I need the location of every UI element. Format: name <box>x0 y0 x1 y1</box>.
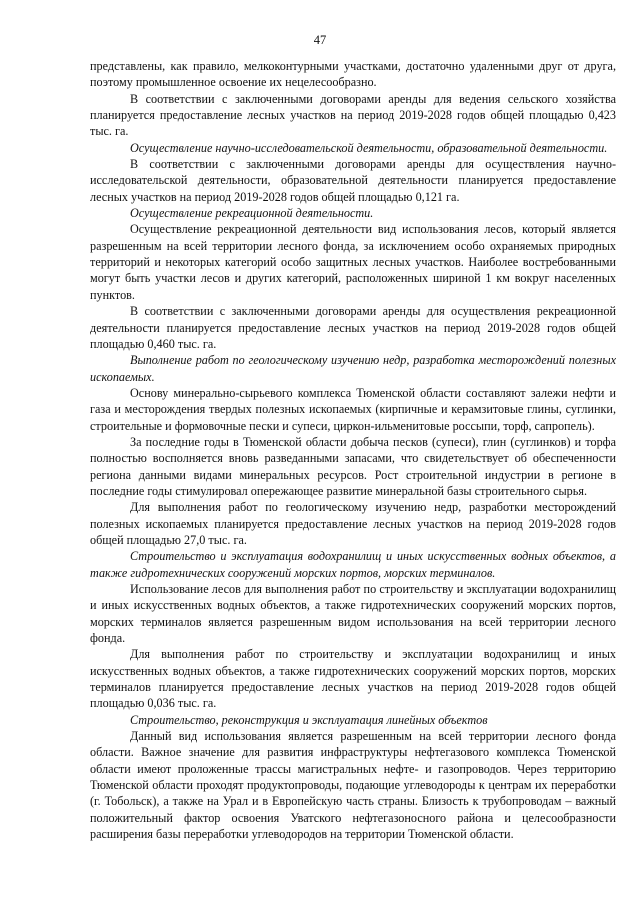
paragraph: Основу минерально-сырьевого комплекса Тюменской области составляют залежи нефти и газа и месторождения твердых полезных ископаемых (кирпичные и керамзитовые глины, суглинки, строительные и формовочные пески и супеси, циркон-ильменитовые россыпи, торф, сапропель). <box>90 385 616 433</box>
section-heading: Осуществление научно-исследовательской деятельности, образовательной деятельности. <box>130 140 608 155</box>
paragraph: В соответствии с заключенными договорами аренды для осуществления рекреационной деятельности планируется предоставление лесных участков на период 2019-2028 годов общей площадью 0,460 тыс. га. <box>90 304 616 351</box>
document-body <box>90 58 616 843</box>
section-heading: Осуществление рекреационной деятельности. <box>130 206 374 221</box>
paragraph: Осуществление рекреационной деятельности вид использования лесов, который является разрешенным на всей территории лесного фонда, за исключением особо охраняемых природных территорий и некоторых категорий особо защитных лесных участков. Наиболее востребованными могут быть участки лесов и других категорий, расположенных шириной 1 км вокруг населенных пунктов. <box>90 222 616 302</box>
paragraph: Использование лесов для выполнения работ по строительству и эксплуатации водохранилищ и иных искусственных водных объектов, а также гидротехнических сооружений морских портов, морских терминалов является разрешенным видом использования на всей территории лесного фонда. <box>90 582 616 646</box>
paragraph: представлены, как правило, мелкоконтурными участками, достаточно удаленными друг от друга, поэтому промышленное освоение их нецелесообразно. <box>90 59 616 90</box>
paragraph: Данный вид использования является разрешенным на всей территории лесного фонда области. Важное значение для развития инфраструктуры нефтегазового комплекса Тюменской области имеют проложенные трассы магистральных нефте- и газопроводов. Через территорию Тюменской области проходят продуктопроводы, подающие углеводороды к центрам их переработки (г. Тобольск), а также на Урал и в Европейскую часть страны. Близость к трубопроводам – важный положительный фактор освоения Уватского нефтегазоносного района и целесообразности расширения базы переработки углеводородов на территории Тюменской области. <box>90 729 616 842</box>
page-number: 47 <box>313 33 327 47</box>
section-heading: Выполнение работ по геологическому изучению недр, разработка месторождений полезных ископаемых. <box>90 353 616 384</box>
paragraph: В соответствии с заключенными договорами аренды для ведения сельского хозяйства планируется предоставление лесных участков на период 2019-2028 годов общей площадью 0,423 тыс. га. <box>90 91 616 139</box>
section-heading: Строительство, реконструкция и эксплуатация линейных объектов <box>130 712 488 727</box>
paragraph: Для выполнения работ по геологическому изучению недр, разработки месторождений полезных ископаемых планируется предоставление лесных участков на период 2019-2028 годов общей площадью 27,0 тыс. га. <box>90 500 616 547</box>
paragraph: В соответствии с заключенными договорами аренды для осуществления научно-исследовательской деятельности, образовательной деятельности планируется предоставление лесных участков на период 2019-2028 годов общей площадью 0,121 га. <box>90 157 616 204</box>
paragraph: За последние годы в Тюменской области добыча песков (супеси), глин (суглинков) и торфа полностью восполняется вновь разведанными запасами, что свидетельствует об обеспеченности региона данными видами минеральных ресурсов. Рост строительной индустрии в регионе в последние годы стимулировал опережающее развитие минеральной базы строительного сырья. <box>90 434 616 498</box>
paragraph: Для выполнения работ по строительству и эксплуатации водохранилищ и иных искусственных водных объектов, а также гидротехнических сооружений морских портов, морских терминалов планируется предоставление лесных участков на период 2019-2028 годов общей площадью 0,036 тыс. га. <box>90 647 616 711</box>
section-heading: Строительство и эксплуатация водохранилищ и иных искусственных водных объектов, а также гидротехнических сооружений морских портов, морских терминалов. <box>90 549 616 580</box>
